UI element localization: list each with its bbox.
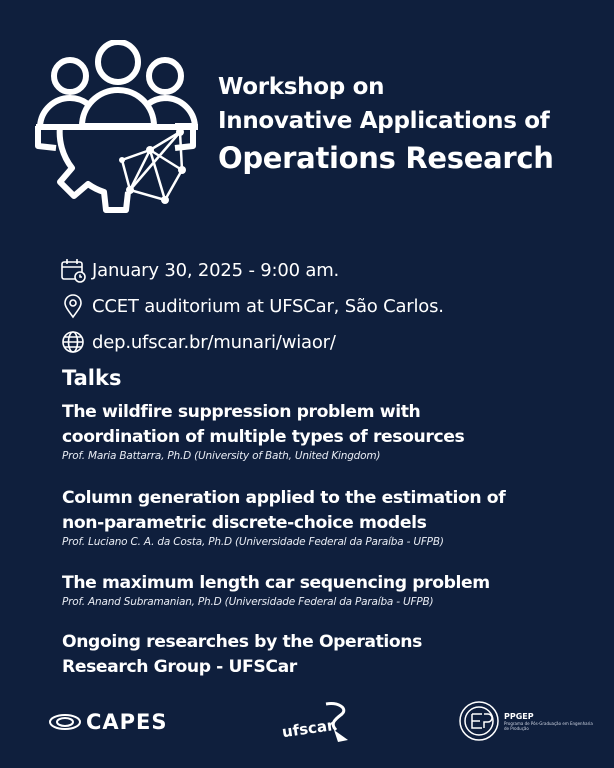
talks-heading: Talks [62,366,122,390]
title-line-3: Operations Research [218,141,554,175]
ufscar-logo-text: ufscar [280,716,336,742]
globe-icon [60,329,86,355]
ppgep-name: PPGEP [504,711,534,721]
location-row [60,290,444,322]
talk-title: Ongoing researches by the Operations [62,632,422,652]
talk-item [62,486,505,549]
ppgep-emblem-icon [458,700,500,742]
website-row [60,326,444,358]
capes-swirl-icon [48,712,82,732]
date-row [60,254,444,286]
talk-speaker: Prof. Maria Battarra, Ph.D (University of Bath, United Kingdom) [62,450,381,462]
talk-title: non-parametric discrete-choice models [62,513,427,533]
talk-title: Research Group - UFSCar [62,657,297,677]
ufscar-emblem-icon [276,700,356,744]
talk-item [62,630,422,680]
capes-logo-text: CAPES [86,710,168,734]
ppgep-logo [458,700,594,742]
talk-speaker: Prof. Luciano C. A. da Costa, Ph.D (Universidade Federal da Paraíba - UFPB) [62,536,444,548]
event-date: January 30, 2025 - 9:00 am. [92,259,340,281]
people-gear-network-icon [30,40,205,215]
ppgep-logo-text [504,712,594,731]
talk-title: The wildfire suppression problem with [62,402,421,422]
talk-title: The maximum length car sequencing problem [62,573,490,593]
capes-logo [48,710,168,734]
ppgep-subtitle: Programa de Pós-Graduação em Engenharia de Produção [504,720,593,731]
event-location: CCET auditorium at UFSCar, São Carlos. [92,295,444,317]
title-line-1: Workshop on [218,74,385,100]
event-website-link[interactable]: dep.ufscar.br/munari/wiaor/ [92,331,336,353]
sponsor-logos [0,692,614,762]
event-title [218,70,554,178]
ufscar-logo [276,700,356,748]
location-pin-icon [60,293,86,319]
talk-item [62,571,490,609]
talk-title: Column generation applied to the estimation of [62,488,506,508]
talk-title: coordination of multiple types of resources [62,427,465,447]
calendar-icon [60,257,86,283]
talk-item [62,400,464,463]
talk-speaker: Prof. Anand Subramanian, Ph.D (Universidade Federal da Paraíba - UFPB) [62,596,434,608]
event-details [60,254,444,362]
title-line-2: Innovative Applications of [218,108,550,134]
